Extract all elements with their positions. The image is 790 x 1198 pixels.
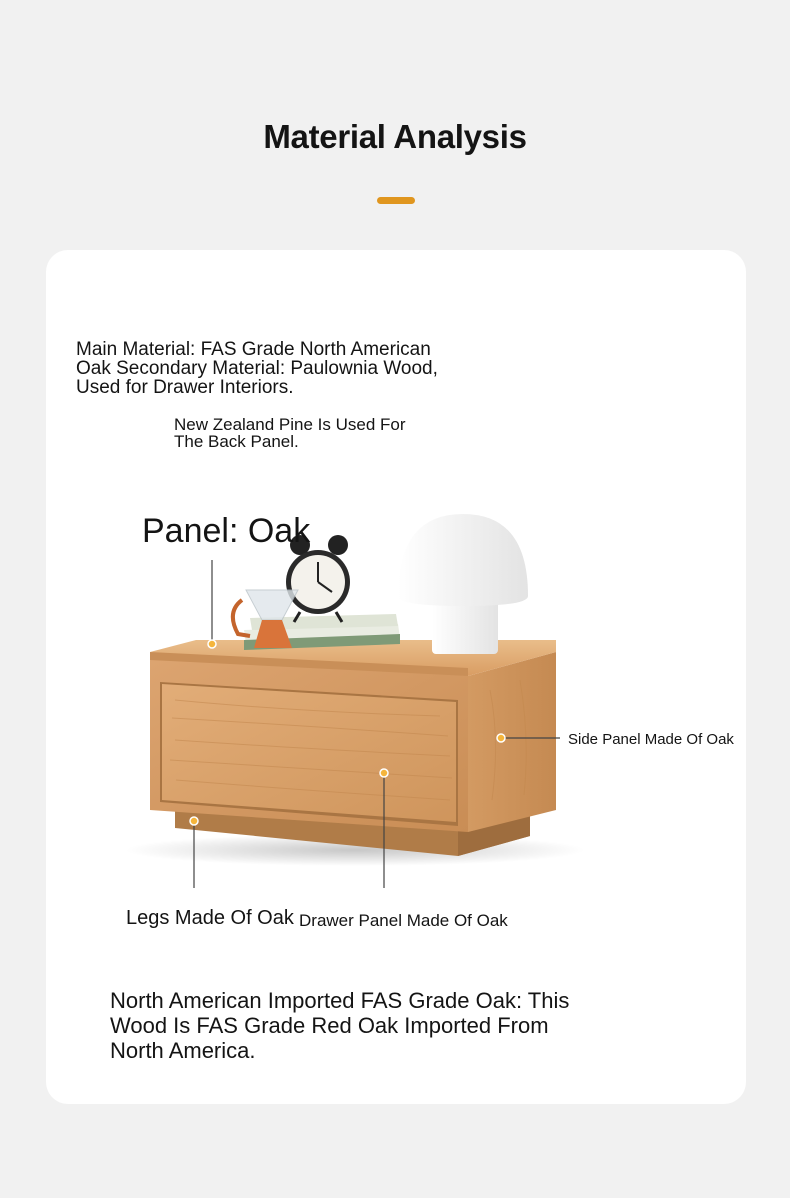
oak-description xyxy=(110,988,670,1063)
main-material-line: Used for Drawer Interiors. xyxy=(76,377,294,398)
oak-description-line: Wood Is FAS Grade Red Oak Imported From xyxy=(110,1013,549,1038)
back-panel-line: New Zealand Pine Is Used For xyxy=(174,415,406,434)
callout-legs-label: Legs Made Of Oak xyxy=(126,907,294,929)
oak-description-line: North America. xyxy=(110,1038,256,1063)
side-panel xyxy=(468,652,556,832)
callout-side-label: Side Panel Made Of Oak xyxy=(568,731,734,748)
mushroom-lamp-icon xyxy=(398,514,528,654)
oak-description-line: North American Imported FAS Grade Oak: This xyxy=(110,988,570,1013)
page-title: Material Analysis xyxy=(263,118,527,155)
back-panel-line: The Back Panel. xyxy=(174,432,299,451)
main-material-line: Main Material: FAS Grade North American xyxy=(76,339,431,360)
callout-panel-label: Panel: Oak xyxy=(142,512,311,550)
main-material-line: Oak Secondary Material: Paulownia Wood, xyxy=(76,358,438,379)
drawer-front xyxy=(162,684,456,822)
callout-drawer-label: Drawer Panel Made Of Oak xyxy=(299,911,508,930)
